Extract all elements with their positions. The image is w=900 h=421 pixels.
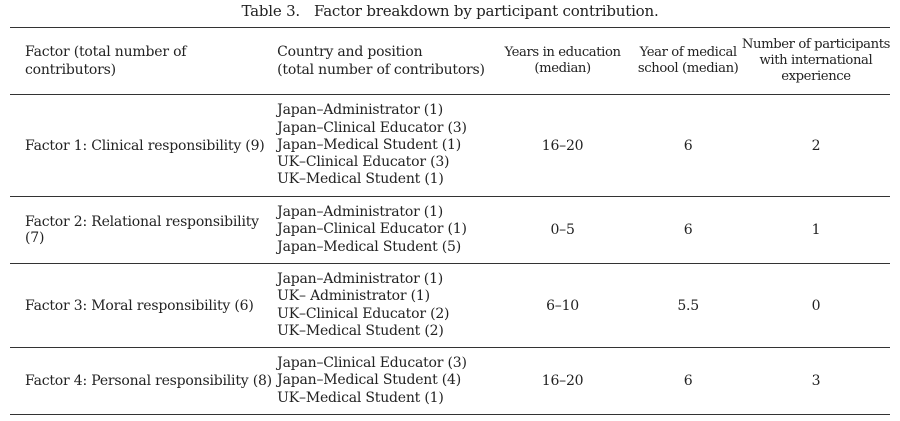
contributor-entry: UK–Clinical Educator (2)	[277, 305, 450, 322]
factor-cell: Factor 1: Clinical responsibility (9)	[25, 137, 265, 154]
factor-cell: Factor 2: Relational responsibility (7)	[25, 214, 259, 246]
international-cell: 1	[811, 222, 821, 238]
table-row	[10, 264, 890, 348]
contributor-entry: Japan–Administrator (1)	[277, 271, 444, 288]
years-cell: 0–5	[550, 222, 575, 238]
contributor-entry: Japan–Administrator (1)	[277, 204, 444, 221]
table-row	[10, 197, 890, 264]
school-year-cell: 6	[683, 222, 693, 238]
contributor-entry: UK–Medical Student (1)	[277, 171, 444, 188]
international-cell: 2	[811, 137, 821, 154]
table-caption	[0, 1, 900, 21]
contributor-entry: UK–Clinical Educator (3)	[277, 154, 450, 171]
table-row	[10, 348, 890, 415]
contributors-cell	[277, 348, 491, 415]
factor-cell: Factor 4: Personal responsibility (8)	[25, 373, 272, 389]
contributor-entry: Japan–Clinical Educator (3)	[277, 355, 467, 372]
contributors-cell	[277, 95, 491, 197]
header-factor: Factor (total number of contributors)	[25, 44, 187, 78]
contributor-entry: UK–Medical Student (2)	[277, 322, 444, 339]
table-number: Table 3.	[241, 2, 300, 20]
factor-cell: Factor 3: Moral responsibility (6)	[25, 297, 254, 314]
contributor-entry: UK– Administrator (1)	[277, 288, 430, 305]
contributor-entry: Japan–Clinical Educator (1)	[277, 221, 467, 238]
years-cell: 16–20	[541, 137, 584, 154]
years-cell: 6–10	[546, 297, 580, 314]
school-year-cell: 6	[683, 373, 693, 389]
contributor-entry: Japan–Medical Student (5)	[277, 238, 462, 255]
contributor-entry: Japan–Medical Student (4)	[277, 372, 462, 389]
contributors-cell	[277, 264, 491, 348]
factor-breakdown-table	[10, 27, 890, 415]
contributor-entry: Japan–Administrator (1)	[277, 102, 444, 119]
school-year-cell: 5.5	[677, 297, 699, 314]
school-year-cell: 6	[683, 137, 693, 154]
years-cell: 16–20	[541, 373, 584, 389]
contributors-cell	[277, 197, 491, 264]
table-title: Factor breakdown by participant contribution.	[314, 2, 659, 20]
contributor-entry: Japan–Clinical Educator (3)	[277, 119, 467, 136]
international-cell: 0	[811, 297, 821, 314]
header-years-in-education: Years in education (median)	[504, 45, 621, 76]
header-row	[10, 28, 890, 95]
international-cell: 3	[811, 373, 821, 389]
contributor-entry: Japan–Medical Student (1)	[277, 136, 462, 153]
contributor-entry: UK–Medical Student (1)	[277, 389, 444, 406]
header-country-position: Country and position (total number of contributors)	[277, 44, 485, 78]
header-year-of-medical-school: Year of medical school (median)	[637, 45, 739, 76]
header-international-experience: Number of participants with international experience	[741, 37, 890, 84]
table-row	[10, 95, 890, 197]
